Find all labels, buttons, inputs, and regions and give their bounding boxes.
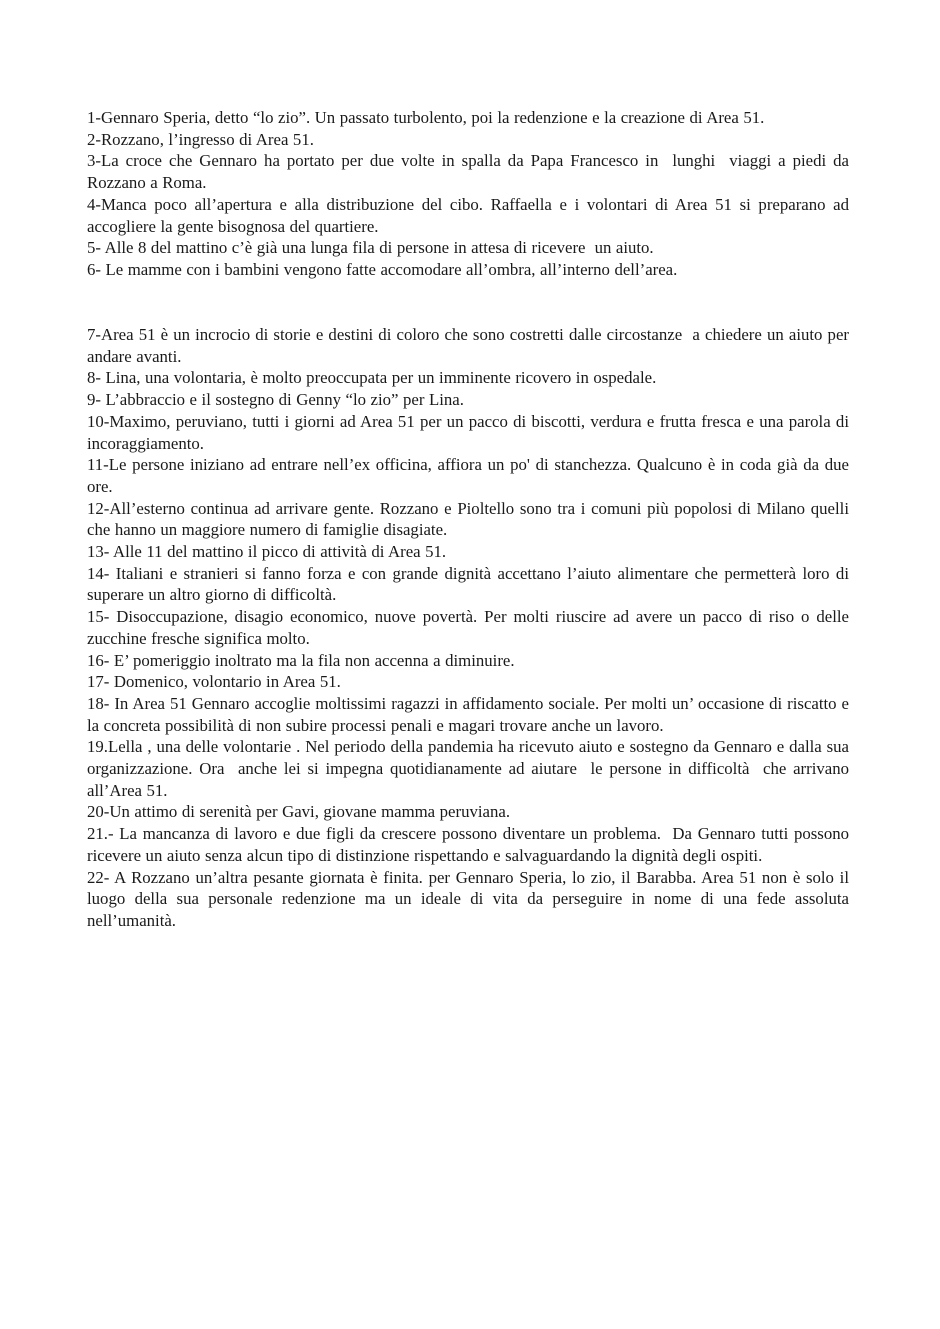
caption-11: 11-Le persone iniziano ad entrare nell’ex officina, affiora un po' di stanchezza. Qualcuno è in coda già da due ore. <box>87 455 854 496</box>
caption-15: 15- Disoccupazione, disagio economico, nuove povertà. Per molti riuscire ad avere un pacco di riso o delle zucchine fresche significa molto. <box>87 607 854 648</box>
caption-8: 8- Lina, una volontaria, è molto preoccupata per un imminente ricovero in ospedale. <box>87 368 657 388</box>
caption-19: 19.Lella , una delle volontarie . Nel periodo della pandemia ha ricevuto aiuto e sostegno da Gennaro e dalla sua organizzazione. Ora anche lei si impegna quotidianamente ad aiutare le persone in difficoltà che arrivano all’Area 51. <box>87 737 854 800</box>
caption-2: 2-Rozzano, l’ingresso di Area 51. <box>87 129 314 149</box>
caption-20: 20-Un attimo di serenità per Gavi, giovane mamma peruviana. <box>87 802 511 822</box>
caption-14: 14- Italiani e stranieri si fanno forza e con grande dignità accettano l’aiuto alimentare che permetterà loro di superare un altro giorno di difficoltà. <box>87 563 854 605</box>
caption-16: 16- E’ pomeriggio inoltrato ma la fila non accenna a diminuire. <box>87 650 515 670</box>
caption-5: 5- Alle 8 del mattino c’è già una lunga fila di persone in attesa di ricevere un aiuto. <box>87 238 654 258</box>
caption-1: 1-Gennaro Speria, detto “lo zio”. Un passato turbolento, poi la redenzione e la creazione di Area 51. <box>87 108 765 127</box>
blank-lines-spacer <box>87 281 849 324</box>
caption-9: 9- L’abbraccio e il sostegno di Genny “lo zio” per Lina. <box>87 390 464 410</box>
caption-10: 10-Maximo, peruviano, tutti i giorni ad Area 51 per un pacco di biscotti, verdura e frutta fresca e una parola di incoraggiamento. <box>87 411 859 453</box>
caption-3: 3-La croce che Gennaro ha portato per due volte in spalla da Papa Francesco in lunghi viaggi a piedi da Rozzano a Roma. <box>87 151 854 193</box>
caption-12: 12-All’esterno continua ad arrivare gente. Rozzano e Pioltello sono tra i comuni più popolosi di Milano quelli che hanno un maggiore numero di famiglie disagiate. <box>87 498 854 540</box>
caption-6: 6- Le mamme con i bambini vengono fatte accomodare all’ombra, all’interno dell’area. <box>87 259 678 279</box>
caption-18: 18- In Area 51 Gennaro accoglie moltissimi ragazzi in affidamento sociale. Per molti un’ occasione di riscatto e la concreta possibilità di non subire processi penali e magari trovare anche un lavoro. <box>87 693 854 735</box>
caption-17: 17- Domenico, volontario in Area 51. <box>87 672 341 692</box>
caption-22: 22- A Rozzano un’altra pesante giornata è finita. per Gennaro Speria, lo zio, il Barabba. Area 51 non è solo il luogo della sua personale redenzione ma un ideale di vita da perseguire in nome di una fede assoluta nell’umanità. <box>87 867 854 930</box>
caption-4: 4-Manca poco all’apertura e alla distribuzione del cibo. Raffaella e i volontari di Area 51 si preparano ad accogliere la gente bisognosa del quartiere. <box>87 194 854 236</box>
caption-21: 21.- La mancanza di lavoro e due figli da crescere possono diventare un problema. Da Gennaro tutti possono ricevere un aiuto senza alcun tipo di distinzione rispettando e salvaguardando la dignità degli ospiti. <box>87 824 854 865</box>
caption-7: 7-Area 51 è un incrocio di storie e destini di coloro che sono costretti dalle circostanze a chiedere un aiuto per andare avanti. <box>87 325 854 366</box>
caption-list <box>87 107 859 932</box>
caption-13: 13- Alle 11 del mattino il picco di attività di Area 51. <box>87 542 447 562</box>
